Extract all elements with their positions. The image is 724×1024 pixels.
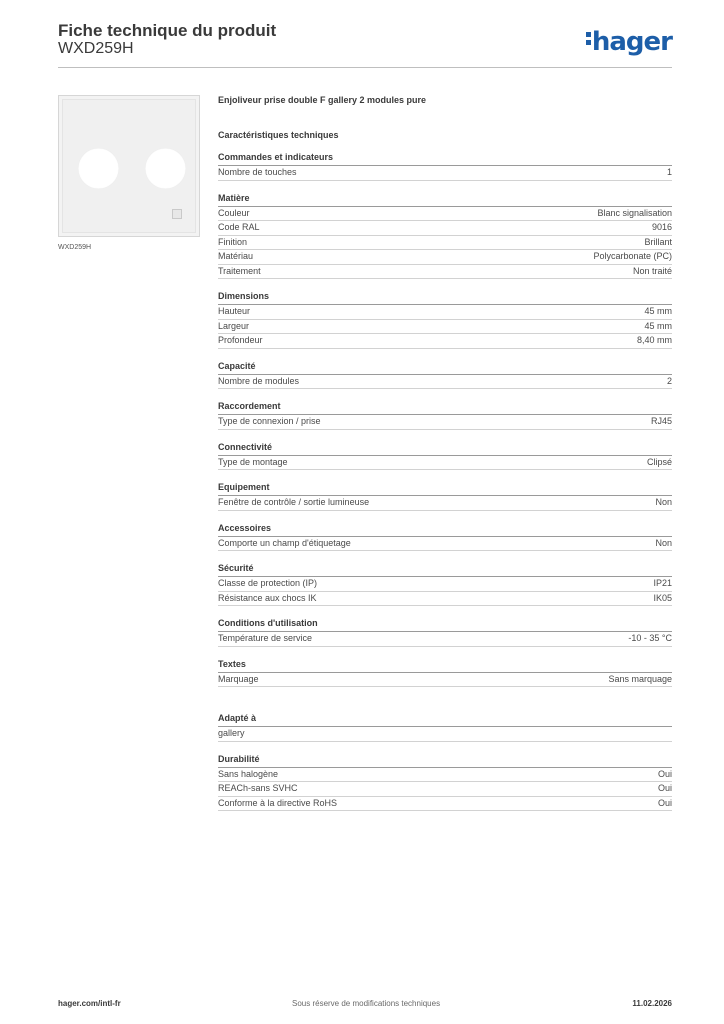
footer-website: hager.com/intl-fr	[58, 999, 121, 1008]
label-slot	[172, 209, 182, 219]
spec-group	[218, 523, 672, 552]
spec-label: gallery	[218, 728, 245, 738]
spec-value: Oui	[657, 768, 672, 779]
spec-group-title: Adapté à	[218, 713, 672, 727]
spec-label: Type de montage	[218, 456, 288, 467]
spec-value: Non	[655, 537, 672, 548]
spec-row	[218, 166, 672, 181]
spec-row	[218, 782, 672, 797]
spec-label: Température de service	[218, 633, 313, 643]
spec-group	[218, 442, 672, 471]
spec-group	[218, 713, 672, 742]
spec-group	[218, 193, 672, 280]
spec-groups	[218, 152, 672, 687]
spec-value: 8,40 mm	[636, 335, 672, 345]
spec-value: Brillant	[644, 236, 672, 247]
spec-value: 2	[666, 375, 672, 386]
spec-group	[218, 563, 672, 606]
spec-group-title: Conditions d'utilisation	[218, 618, 672, 632]
spec-group-title: Accessoires	[218, 523, 672, 537]
spec-label: Sans halogène	[218, 768, 279, 779]
spec-label: Nombre de touches	[218, 167, 297, 177]
spec-value: 1	[666, 167, 672, 177]
spec-label: Couleur	[218, 207, 250, 218]
spec-row	[218, 265, 672, 280]
spec-label: Matériau	[218, 251, 254, 261]
spec-row	[218, 250, 672, 265]
spec-label: Traitement	[218, 265, 261, 276]
spec-label: Classe de protection (IP)	[218, 578, 318, 588]
spec-label: Finition	[218, 236, 248, 247]
spec-group	[218, 754, 672, 812]
spec-value: Non traité	[632, 265, 672, 276]
spec-value: RJ45	[650, 416, 672, 426]
product-reference: WXD259H	[58, 40, 134, 57]
spec-group	[218, 291, 672, 349]
spec-row	[218, 221, 672, 236]
hager-logo: hager	[586, 27, 672, 57]
spec-row	[218, 673, 672, 688]
spec-label: Nombre de modules	[218, 375, 300, 386]
spec-row	[218, 537, 672, 552]
spec-value: -10 - 35 °C	[628, 633, 672, 643]
spec-value: IP21	[653, 578, 672, 588]
spec-group	[218, 401, 672, 430]
spec-group	[218, 361, 672, 390]
spec-group	[218, 618, 672, 647]
spec-row	[218, 375, 672, 390]
spec-row	[218, 320, 672, 335]
spec-row	[218, 334, 672, 349]
spec-row	[218, 207, 672, 222]
spec-value: Oui	[657, 797, 672, 808]
spec-label: Type de connexion / prise	[218, 416, 321, 426]
spec-row	[218, 592, 672, 607]
spec-group	[218, 152, 672, 181]
spec-value: IK05	[653, 592, 672, 603]
spec-group-title: Capacité	[218, 361, 672, 375]
spec-label: Résistance aux chocs IK	[218, 592, 317, 603]
spec-value: Blanc signalisation	[597, 207, 672, 218]
extra-groups	[218, 713, 672, 811]
header-divider	[58, 67, 672, 68]
spec-group	[218, 659, 672, 688]
spec-row	[218, 768, 672, 783]
spec-label: Profondeur	[218, 335, 263, 345]
spec-row	[218, 797, 672, 812]
socket-opening-right	[145, 148, 186, 189]
spec-label: Code RAL	[218, 222, 260, 232]
product-name: Enjoliveur prise double F gallery 2 modules pure	[218, 95, 427, 105]
spec-row	[218, 727, 672, 742]
spec-value: 45 mm	[644, 306, 672, 316]
spec-row	[218, 456, 672, 471]
spec-label: Largeur	[218, 320, 250, 331]
spec-label: Fenêtre de contrôle / sortie lumineuse	[218, 497, 370, 507]
spec-label: REACh-sans SVHC	[218, 783, 298, 793]
specifications	[218, 95, 672, 811]
spec-group-title: Durabilité	[218, 754, 672, 768]
spec-group-title: Sécurité	[218, 563, 672, 577]
spec-group-title: Matière	[218, 193, 672, 207]
spec-group-title: Equipement	[218, 482, 672, 496]
logo-dots-icon	[586, 29, 592, 48]
spec-row	[218, 415, 672, 430]
spec-value: 9016	[651, 222, 672, 232]
spec-value: Oui	[657, 783, 672, 793]
spec-value: Polycarbonate (PC)	[593, 251, 672, 261]
spec-label: Conforme à la directive RoHS	[218, 797, 338, 808]
footer-disclaimer: Sous réserve de modifications techniques	[292, 999, 441, 1008]
spec-value: Sans marquage	[608, 673, 672, 684]
spec-row	[218, 496, 672, 511]
spec-group-title: Dimensions	[218, 291, 672, 305]
section-heading: Caractéristiques techniques	[218, 130, 339, 140]
spec-label: Comporte un champ d'étiquetage	[218, 537, 351, 548]
spec-group	[218, 482, 672, 511]
spec-value: Non	[655, 497, 672, 507]
spec-value: Clipsé	[646, 456, 672, 467]
spec-group-title: Textes	[218, 659, 672, 673]
page-title: Fiche technique du produit	[58, 21, 277, 40]
spec-row	[218, 236, 672, 251]
spec-group-title: Commandes et indicateurs	[218, 152, 672, 166]
spec-group-title: Connectivité	[218, 442, 672, 456]
spec-row	[218, 305, 672, 320]
footer-date: 11.02.2026	[632, 999, 672, 1008]
spec-group-title: Raccordement	[218, 401, 672, 415]
image-caption: WXD259H	[58, 244, 92, 251]
spec-value: 45 mm	[644, 320, 672, 331]
spec-label: Hauteur	[218, 306, 251, 316]
spec-row	[218, 577, 672, 592]
cover-plate	[62, 99, 196, 233]
product-image	[58, 95, 200, 237]
socket-opening-left	[78, 148, 119, 189]
spec-row	[218, 632, 672, 647]
spec-label: Marquage	[218, 673, 259, 684]
